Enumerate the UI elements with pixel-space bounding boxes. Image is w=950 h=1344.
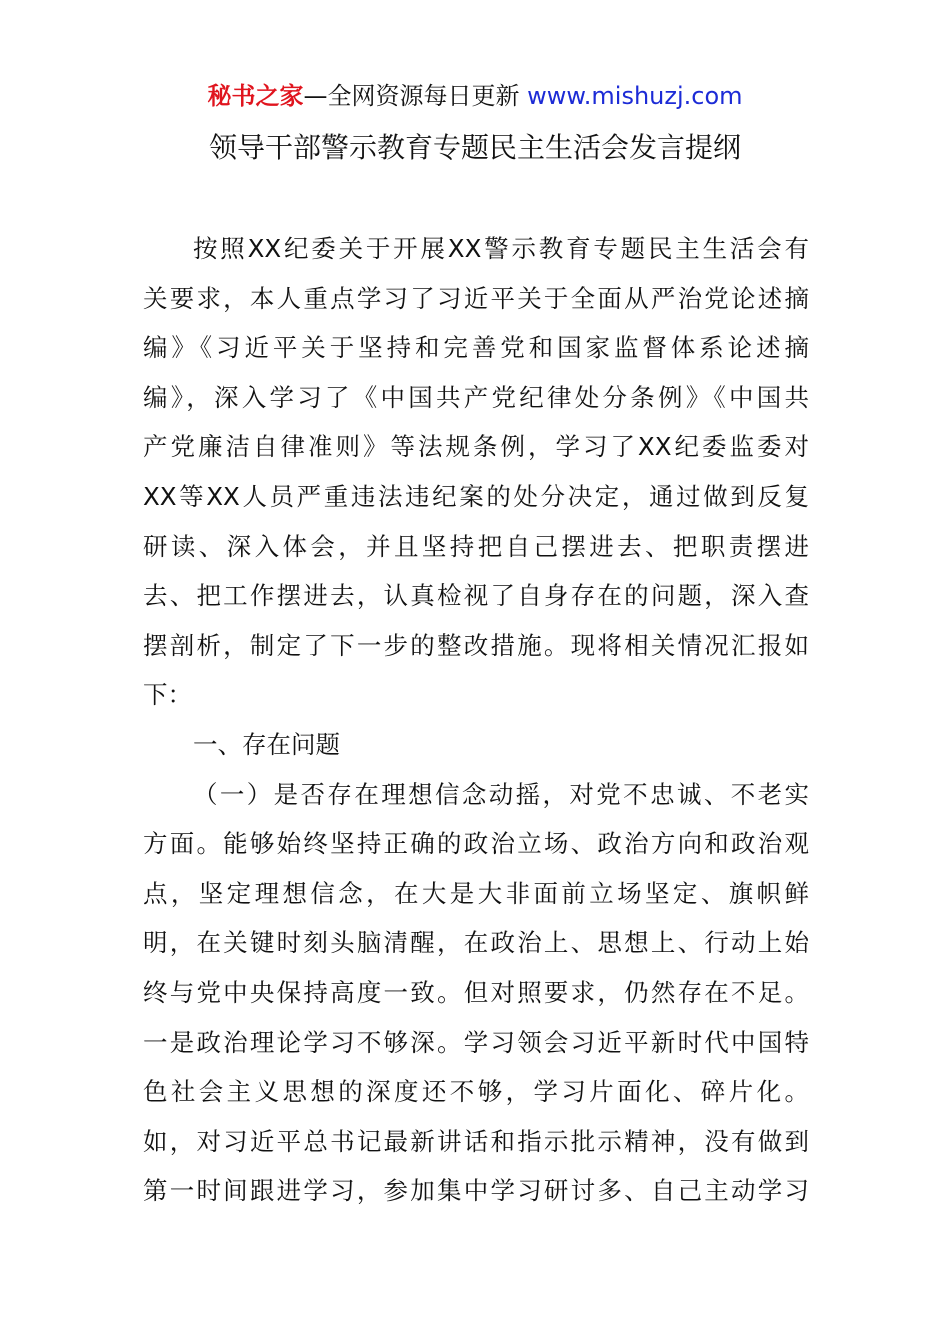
site-brand: 秘书之家 [207, 82, 304, 110]
text-line: 摆剖析，制定了下一步的整改措施。现将相关情况汇报如 [143, 630, 809, 660]
text-line: 一是政治理论学习不够深。学习领会习近平新时代中国特 [143, 1027, 809, 1057]
paragraph-subsection-1 [143, 770, 809, 1216]
text-line: 明，在关键时刻头脑清醒，在政治上、思想上、行动上始 [143, 928, 809, 958]
text-line: 下： [143, 680, 192, 710]
document-title: 领导干部警示教育专题民主生活会发言提纲 [208, 131, 741, 164]
text-line: 如，对习近平总书记最新讲话和指示批示精神，没有做到 [143, 1126, 809, 1156]
section-heading-problems [143, 720, 809, 770]
site-url-link[interactable]: www.mishuzj.com [527, 82, 743, 110]
text-line: 点，坚定理想信念，在大是大非面前立场坚定、旗帜鲜 [143, 878, 809, 908]
text-line: 研读、深入体会，并且坚持把自己摆进去、把职责摆进 [143, 531, 809, 561]
text-line: 编》，深入学习了《中国共产党纪律处分条例》《中国共 [143, 382, 809, 412]
text-line: （一）是否存在理想信念动摇，对党不忠诚、不老实 [193, 779, 809, 809]
text-line: 第一时间跟进学习，参加集中学习研讨多、自己主动学习 [143, 1176, 809, 1206]
text-line: 按照XX纪委关于开展XX警示教育专题民主生活会有 [193, 234, 809, 263]
text-line: 产党廉洁自律准则》等法规条例，学习了XX纪委监委对 [143, 432, 809, 462]
text-line: XX等XX人员严重违法违纪案的处分决定，通过做到反复 [143, 481, 809, 511]
text-line: 色社会主义思想的深度还不够，学习片面化、碎片化。 [143, 1077, 809, 1107]
document-body [143, 224, 809, 1216]
text-line: 方面。能够始终坚持正确的政治立场、政治方向和政治观 [143, 829, 809, 859]
paragraph-intro [143, 224, 809, 720]
site-header [0, 80, 950, 112]
site-tagline: —全网资源每日更新 [303, 82, 528, 110]
text-line: 去、把工作摆进去，认真检视了自身存在的问题，深入查 [143, 581, 809, 611]
text-line: 关要求，本人重点学习了习近平关于全面从严治党论述摘 [143, 283, 809, 313]
text-line: 编》《习近平关于坚持和完善党和国家监督体系论述摘 [143, 333, 809, 363]
text-line: 终与党中央保持高度一致。但对照要求，仍然存在不足。 [143, 977, 809, 1007]
section-heading: 一、存在问题 [193, 729, 340, 759]
